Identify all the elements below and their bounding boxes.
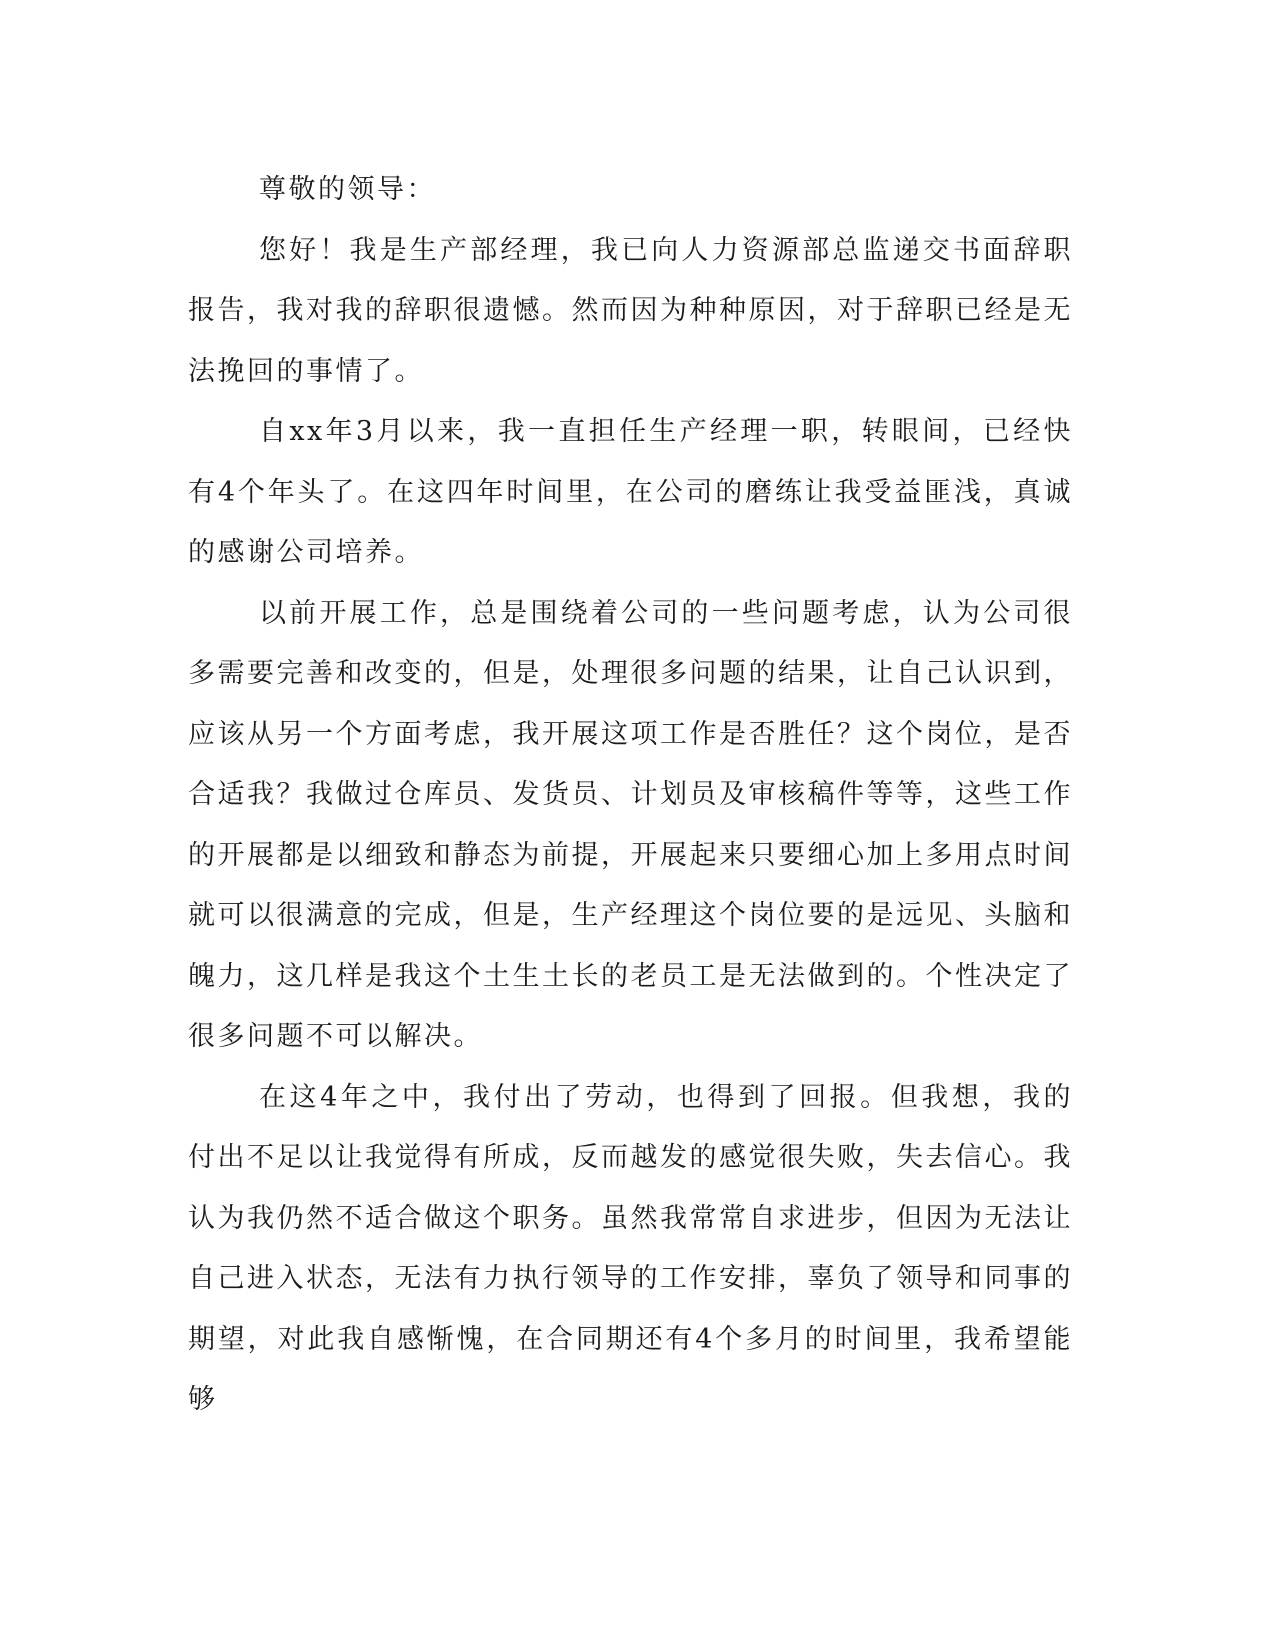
paragraph-tenure: 自xx年3月以来，我一直担任生产经理一职，转眼间，已经快有4个年头了。在这四年时间里，在公司的磨练让我受益匪浅，真诚的感谢公司培养。 [188, 416, 1073, 568]
letter-body [188, 160, 1073, 1431]
paragraph-reflection: 以前开展工作，总是围绕着公司的一些问题考虑，认为公司很多需要完善和改变的，但是，处理很多问题的结果，让自己认识到，应该从另一个方面考虑，我开展这项工作是否胜任？这个岗位，是否合适我？我做过仓库员、发货员、计划员及审核稿件等等，这些工作的开展都是以细致和静态为前提，开展起来只要细心加上多用点时间就可以很满意的完成，但是，生产经理这个岗位要的是远见、头脑和魄力，这几样是我这个土生土长的老员工是无法做到的。个性决定了很多问题不可以解决。 [188, 597, 1073, 1052]
paragraph-greeting: 您好！我是生产部经理，我已向人力资源部总监递交书面辞职报告，我对我的辞职很遗憾。然而因为种种原因，对于辞职已经是无法挽回的事情了。 [188, 234, 1073, 387]
paragraph-conclusion: 在这4年之中，我付出了劳动，也得到了回报。但我想，我的付出不足以让我觉得有所成，反而越发的感觉很失败，失去信心。我认为我仍然不适合做这个职务。虽然我常常自求进步，但因为无法让自己进入状态，无法有力执行领导的工作安排，辜负了领导和同事的期望，对此我自感惭愧，在合同期还有4个多月的时间里，我希望能够 [188, 1081, 1073, 1415]
salutation: 尊敬的领导： [259, 174, 436, 205]
